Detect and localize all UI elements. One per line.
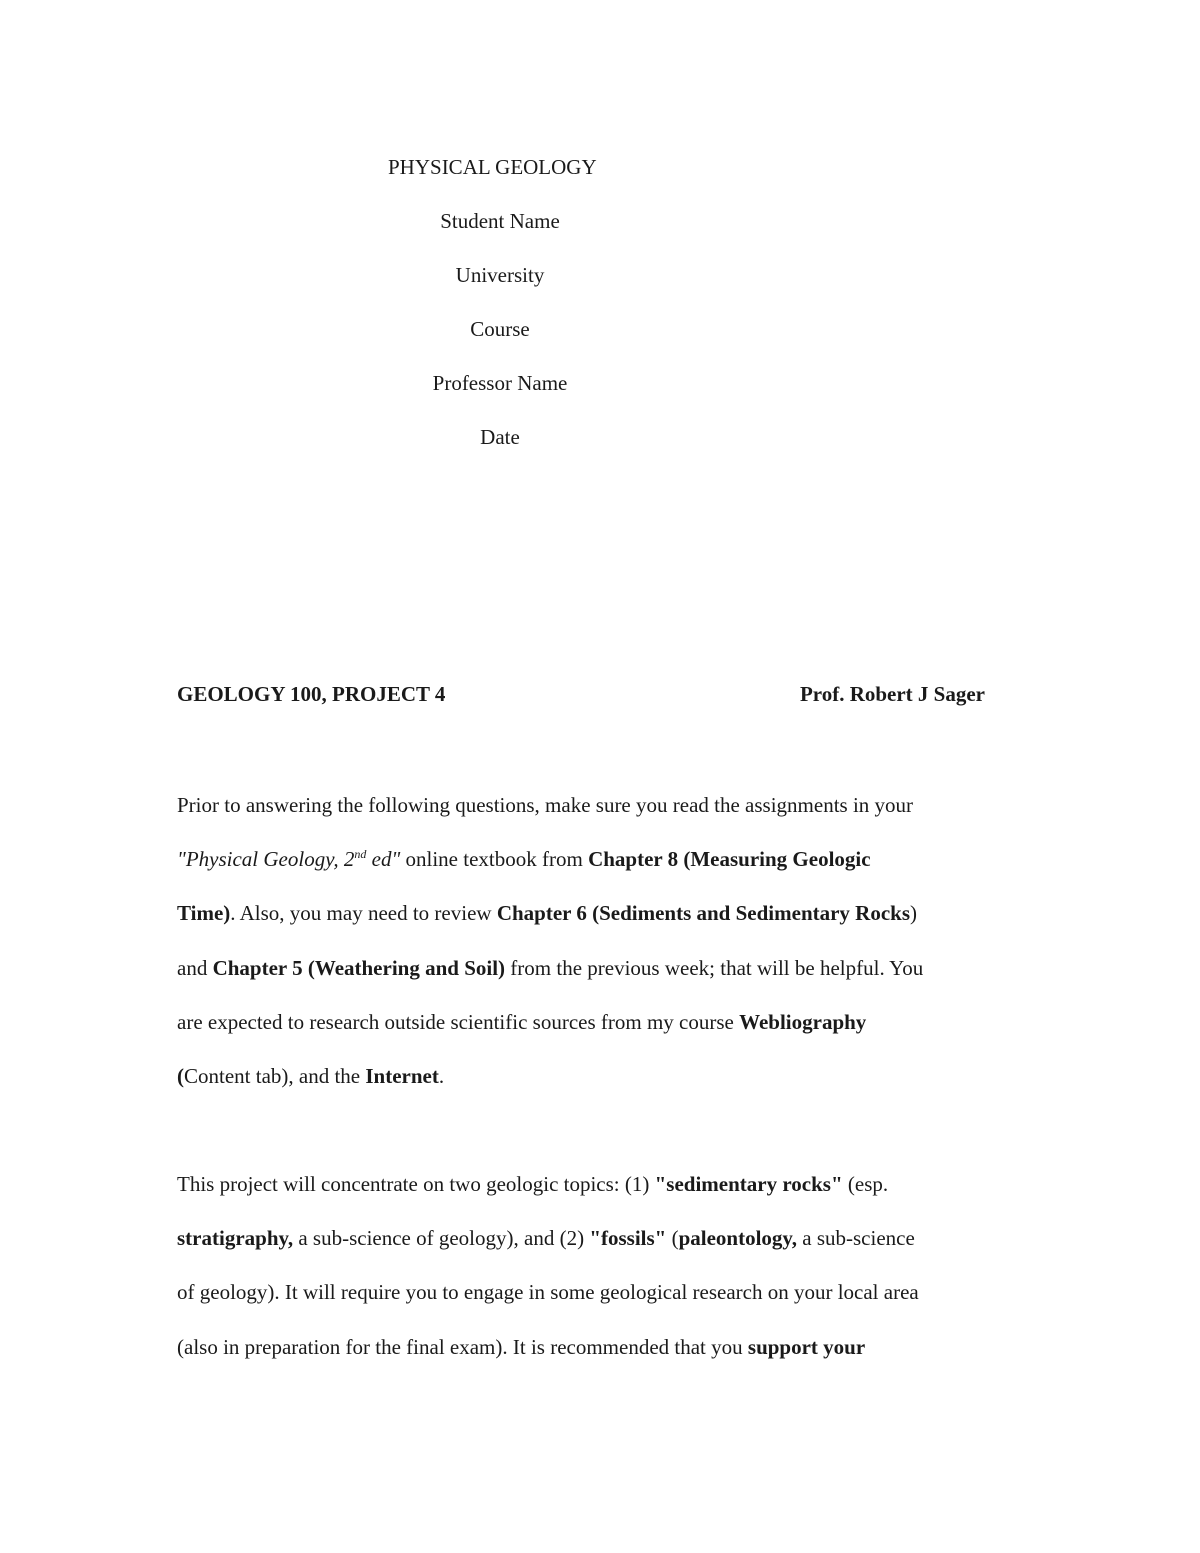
professor-name: Professor Name bbox=[432, 371, 568, 395]
paragraph-line: This project will concentrate on two geologic topics: (1) "sedimentary rocks" (esp. bbox=[177, 1172, 889, 1196]
instructor-label: Prof. Robert J Sager bbox=[799, 682, 985, 706]
support-your-emphasis: support your bbox=[747, 1334, 866, 1359]
assignment-header bbox=[177, 682, 985, 712]
webliography-reference: Webliography bbox=[739, 1009, 867, 1034]
document-title: PHYSICAL GEOLOGY bbox=[388, 155, 597, 179]
chapter-8-reference: Chapter 8 (Measuring Geologic bbox=[588, 847, 871, 872]
paragraph-line: "Physical Geology, 2nd ed" online textbook from Chapter 8 (Measuring Geologic bbox=[177, 847, 871, 872]
paragraph-line: of geology). It will require you to engage in some geological research on your local area bbox=[177, 1280, 919, 1305]
paragraph-line: (also in preparation for the final exam). It is recommended that you support your bbox=[177, 1334, 866, 1359]
chapter-6-reference: Chapter 6 (Sediments and Sedimentary Rocks bbox=[496, 901, 911, 926]
paragraph-line: stratigraphy, a sub-science of geology), and (2) "fossils" (paleontology, a sub-science bbox=[177, 1226, 915, 1251]
paleontology-term: paleontology, bbox=[678, 1226, 798, 1251]
stratigraphy-term: stratigraphy, bbox=[177, 1226, 294, 1251]
student-name: Student Name bbox=[440, 209, 560, 233]
instructions-paragraph bbox=[177, 778, 1037, 1103]
chapter-5-reference: Chapter 5 (Weathering and Soil) bbox=[212, 955, 506, 980]
university: University bbox=[455, 263, 545, 287]
internet-reference: Internet bbox=[365, 1064, 439, 1089]
fossils-term: "fossils" bbox=[589, 1226, 667, 1251]
project-description-paragraph bbox=[177, 1157, 1037, 1374]
course: Course bbox=[470, 317, 530, 341]
paragraph-line: Time). Also, you may need to review Chapter 6 (Sediments and Sedimentary Rocks) bbox=[177, 901, 918, 926]
paragraph-line: are expected to research outside scientific sources from my course Webliography bbox=[177, 1009, 867, 1034]
paragraph-line: (Content tab), and the Internet. bbox=[177, 1064, 445, 1089]
textbook-title: "Physical Geology, 2nd ed" bbox=[177, 847, 401, 872]
title-page-block bbox=[0, 140, 1000, 464]
date: Date bbox=[480, 425, 520, 449]
paragraph-line: and Chapter 5 (Weathering and Soil) from the previous week; that will be helpful. You bbox=[177, 955, 924, 980]
paragraph-line: Prior to answering the following questions, make sure you read the assignments in your bbox=[177, 793, 914, 817]
course-project-label: GEOLOGY 100, PROJECT 4 bbox=[177, 682, 446, 706]
sedimentary-rocks-term: "sedimentary rocks" bbox=[654, 1172, 843, 1196]
